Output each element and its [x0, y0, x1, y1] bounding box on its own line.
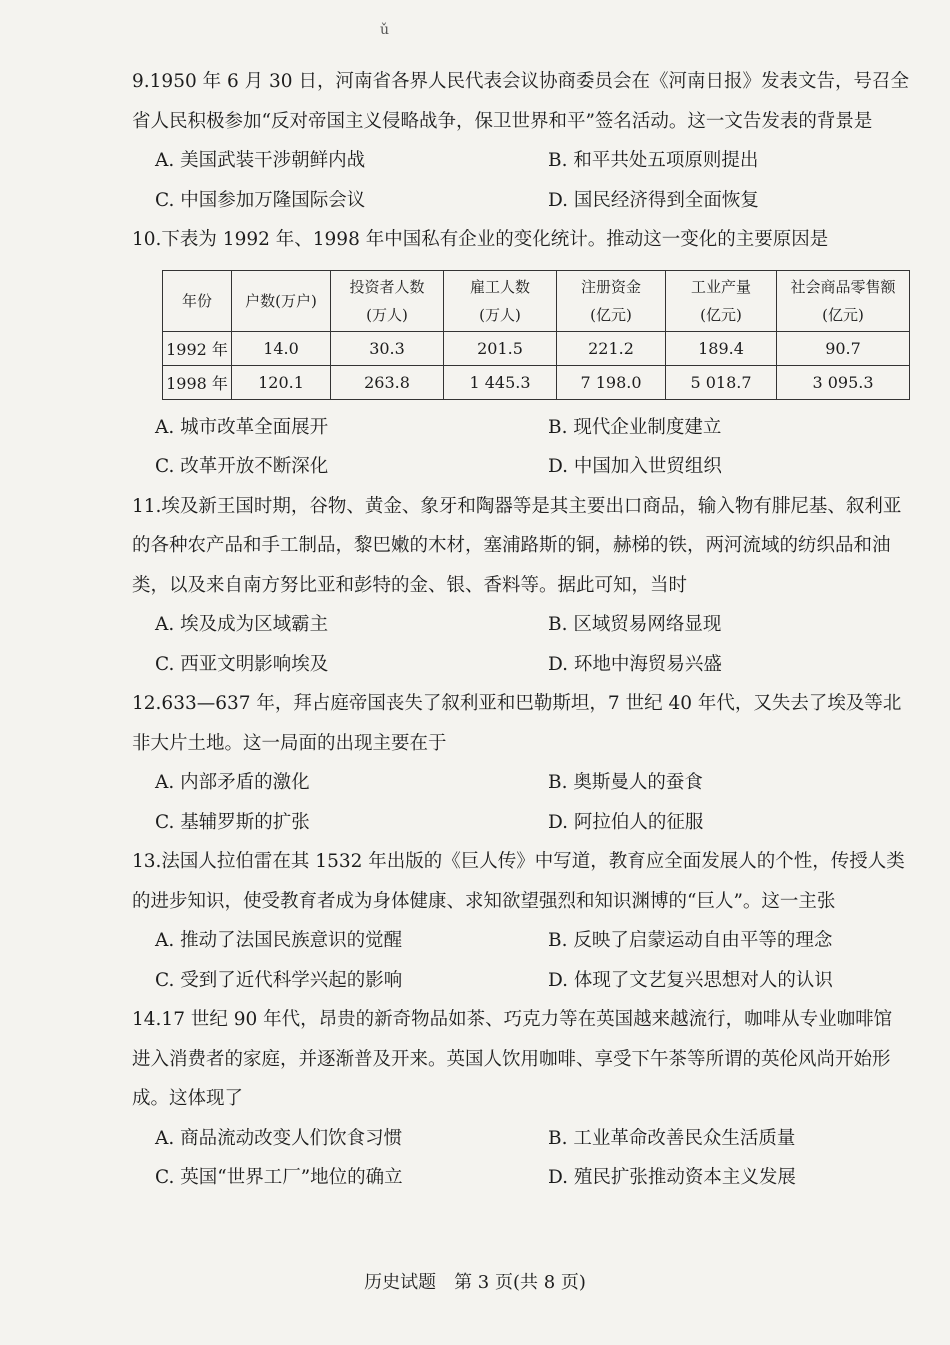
question-stem: [132, 842, 910, 921]
option-c[interactable]: C. 受到了近代科学兴起的影响: [155, 969, 403, 991]
option-c[interactable]: C. 西亚文明影响埃及: [155, 653, 329, 675]
table-cell: 3 095.3: [777, 365, 910, 399]
option-d[interactable]: D. 体现了文艺复兴思想对人的认识: [548, 969, 833, 991]
table-row: [163, 365, 910, 399]
option-c[interactable]: C. 英国“世界工厂”地位的确立: [155, 1167, 403, 1188]
table-cell: 120.1: [232, 365, 331, 399]
question-number: 13.: [132, 851, 162, 872]
option-a[interactable]: A. 美国武装干涉朝鲜内战: [155, 150, 366, 171]
option-b[interactable]: B. 现代企业制度建立: [548, 416, 722, 438]
option-b[interactable]: B. 反映了启蒙运动自由平等的理念: [548, 930, 833, 951]
statistics-table: [162, 270, 910, 400]
option-b[interactable]: B. 区域贸易网络显现: [548, 614, 722, 635]
option-d[interactable]: D. 殖民扩张推动资本主义发展: [548, 1167, 796, 1188]
option-d[interactable]: D. 中国加入世贸组织: [548, 456, 722, 477]
option-d[interactable]: D. 国民经济得到全面恢复: [548, 189, 759, 211]
question-12: [0, 684, 950, 842]
question-text: 法国人拉伯雷在其 1532 年出版的《巨人传》中写道，教育应全面发展人的个性，传授人类的进步知识，使受教育者成为身体健康、求知欲望强烈和知识渊博的“巨人”。这一主张: [132, 851, 905, 912]
header-cell: 年份: [163, 270, 232, 331]
question-number: 14.: [132, 1009, 162, 1030]
options: [155, 141, 950, 220]
question-stem: [132, 62, 910, 141]
table-cell: 1998 年: [163, 365, 232, 399]
question-stem: [132, 220, 910, 260]
options: [155, 408, 950, 487]
option-c[interactable]: C. 基辅罗斯的扩张: [155, 811, 310, 833]
option-b[interactable]: B. 工业革命改善民众生活质量: [548, 1127, 796, 1149]
option-b[interactable]: B. 奥斯曼人的蚕食: [548, 772, 703, 793]
option-d[interactable]: D. 阿拉伯人的征服: [548, 811, 704, 833]
table-cell: 14.0: [232, 331, 331, 365]
option-a[interactable]: A. 推动了法国民族意识的觉醒: [155, 930, 403, 951]
page-footer: 历史试题 第 3 页(共 8 页): [364, 1272, 586, 1293]
question-text: 下表为 1992 年、1998 年中国私有企业的变化统计。推动这一变化的主要原因是: [161, 229, 829, 250]
question-text: 1950 年 6 月 30 日，河南省各界人民代表会议协商委员会在《河南日报》发表文告，号召全省人民积极参加“反对帝国主义侵略战争，保卫世界和平”签名活动。这一文告发表的背景是: [132, 71, 909, 132]
option-a[interactable]: A. 内部矛盾的激化: [155, 772, 310, 793]
options: [155, 1119, 950, 1198]
question-13: [0, 842, 950, 1000]
question-text: 17 世纪 90 年代，昂贵的新奇物品如茶、巧克力等在英国越来越流行，咖啡从专业咖啡馆进入消费者的家庭，并逐渐普及开来。英国人饮用咖啡、享受下午茶等所谓的英伦风尚开始形成。这体现了: [132, 1009, 893, 1109]
option-a[interactable]: A. 埃及成为区域霸主: [155, 614, 329, 635]
question-stem: [132, 1000, 910, 1119]
exam-page: [0, 62, 950, 1198]
question-number: 10.: [132, 229, 162, 250]
header-cell: 工业产量 (亿元): [666, 270, 777, 331]
option-b[interactable]: B. 和平共处五项原则提出: [548, 150, 759, 171]
header-cell: 户数(万户): [232, 270, 331, 331]
table-cell: 221.2: [557, 331, 666, 365]
question-10: [0, 220, 950, 487]
question-text: 埃及新王国时期，谷物、黄金、象牙和陶器等是其主要出口商品，输入物有腓尼基、叙利亚的各种农产品和手工制品，黎巴嫩的木材，塞浦路斯的铜，赫梯的铁，两河流域的纺织品和油类，以及来自南方努比亚和彭特的金、银、香料等。据此可知，当时: [132, 495, 902, 596]
question-stem: [132, 684, 910, 763]
table-cell: 263.8: [331, 365, 444, 399]
options: [155, 763, 950, 842]
table-cell: 1 445.3: [444, 365, 557, 399]
option-c[interactable]: C. 改革开放不断深化: [155, 456, 329, 477]
question-14: [0, 1000, 950, 1198]
question-number: 11.: [132, 495, 162, 517]
option-c[interactable]: C. 中国参加万隆国际会议: [155, 189, 366, 211]
question-9: [0, 62, 950, 220]
options: [155, 921, 950, 1000]
options: [155, 605, 950, 684]
header-cell: 社会商品零售额 (亿元): [777, 270, 910, 331]
option-a[interactable]: A. 城市改革全面展开: [155, 416, 329, 438]
scan-mark: ǔ: [380, 22, 390, 38]
question-stem: [132, 487, 910, 606]
header-cell: 雇工人数 (万人): [444, 270, 557, 331]
header-cell: 注册资金 (亿元): [557, 270, 666, 331]
table-cell: 90.7: [777, 331, 910, 365]
option-a[interactable]: A. 商品流动改变人们饮食习惯: [155, 1127, 403, 1149]
table-cell: 30.3: [331, 331, 444, 365]
question-11: [0, 487, 950, 685]
table-cell: 7 198.0: [557, 365, 666, 399]
header-cell: 投资者人数 (万人): [331, 270, 444, 331]
question-number: 12.: [132, 693, 162, 714]
question-text: 633—637 年，拜占庭帝国丧失了叙利亚和巴勒斯坦，7 世纪 40 年代，又失去了埃及等北非大片土地。这一局面的出现主要在于: [132, 693, 902, 754]
table-row: [163, 331, 910, 365]
table-cell: 201.5: [444, 331, 557, 365]
table-cell: 1992 年: [163, 331, 232, 365]
option-d[interactable]: D. 环地中海贸易兴盛: [548, 653, 722, 675]
question-number: 9.: [132, 71, 150, 92]
table-cell: 189.4: [666, 331, 777, 365]
table-cell: 5 018.7: [666, 365, 777, 399]
table-header-row: [163, 270, 910, 331]
